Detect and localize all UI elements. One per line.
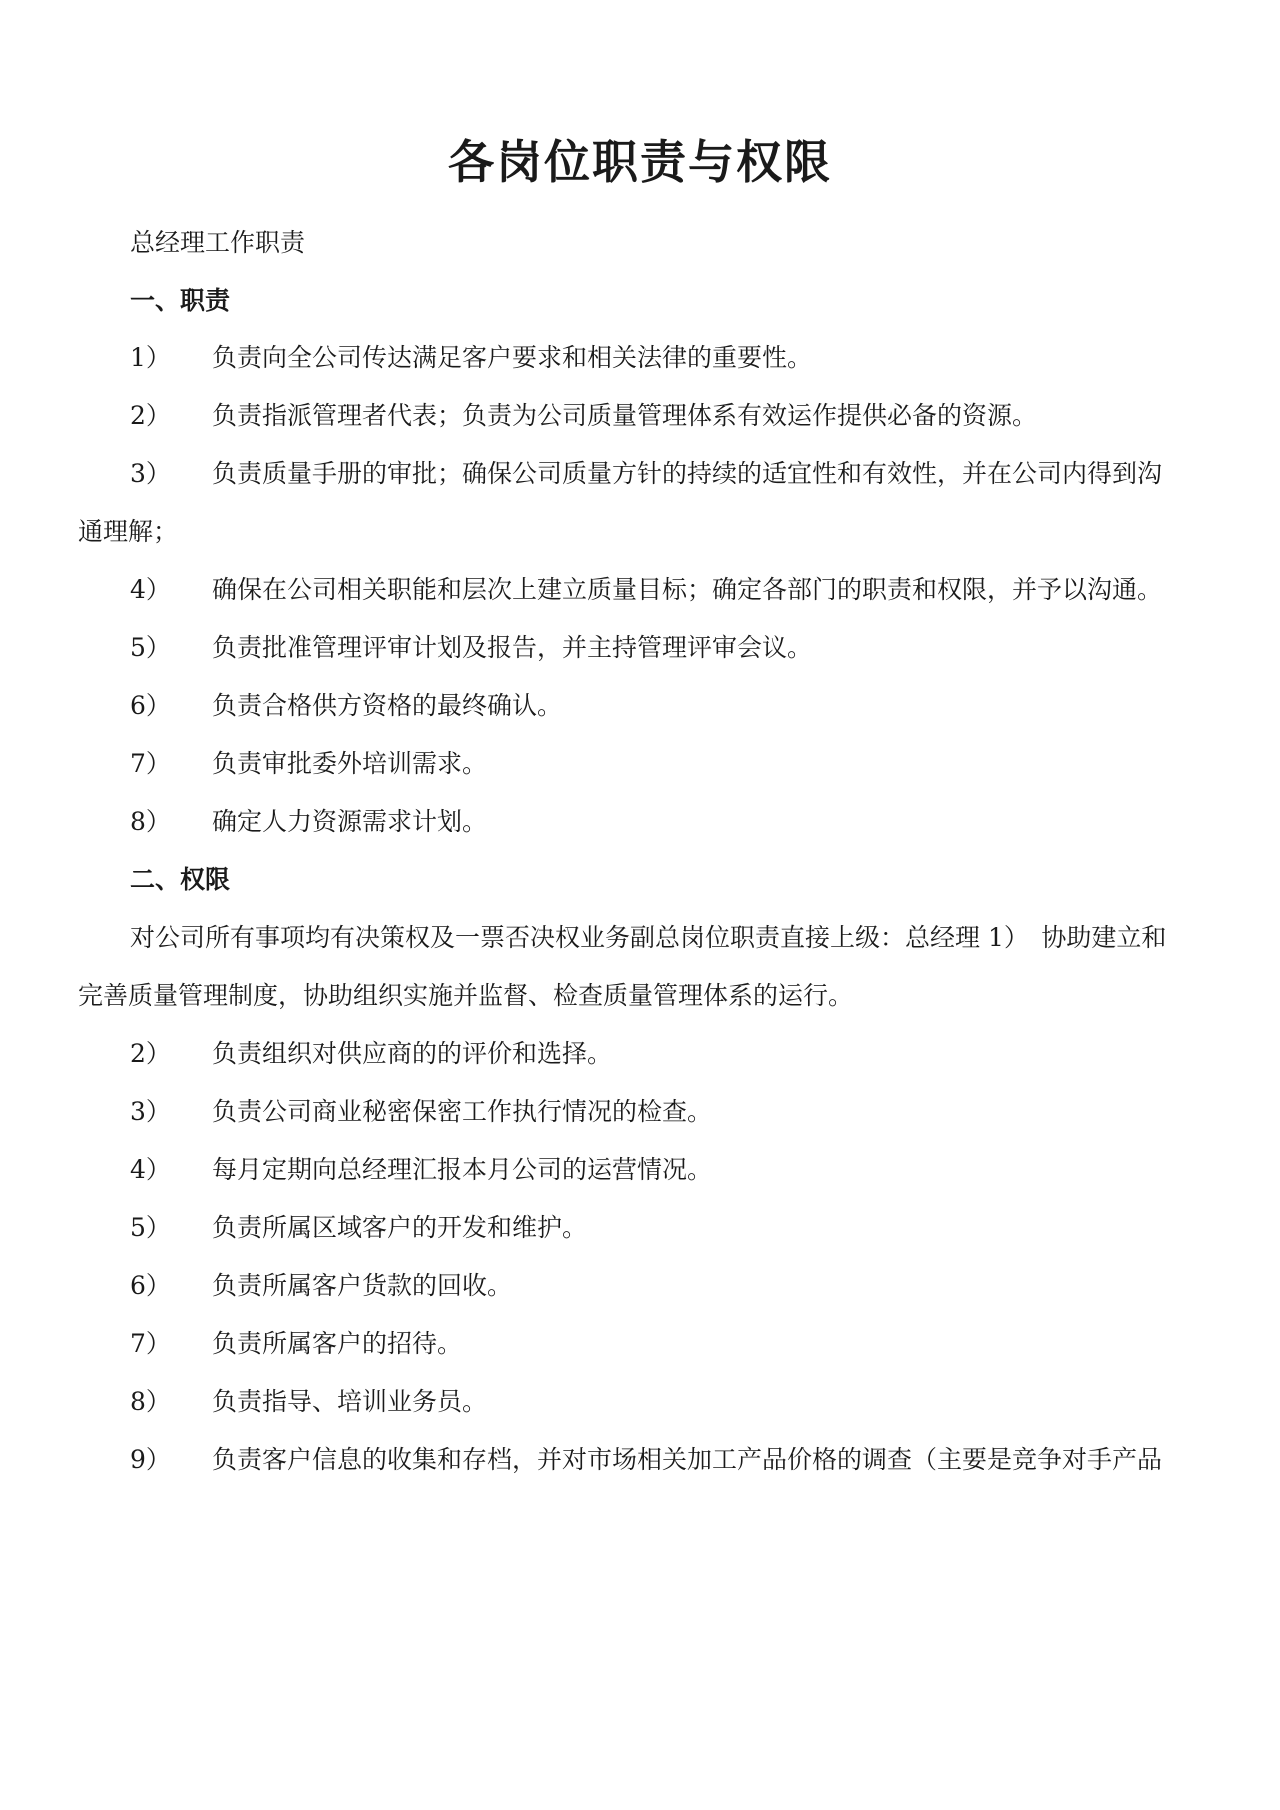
section2-paragraph-line1: 对公司所有事项均有决策权及一票否决权业务副总岗位职责直接上级：总经理 1） 协助建立和 bbox=[130, 923, 1167, 952]
item-text: 负责客户信息的收集和存档，并对市场相关加工产品价格的调查（主要是竞争对手产品 bbox=[212, 1445, 1163, 1474]
item-text: 负责指派管理者代表；负责为公司质量管理体系有效运作提供必备的资源。 bbox=[212, 401, 1038, 430]
item-number: 8） bbox=[130, 1387, 171, 1416]
duty-item-6 bbox=[130, 689, 1254, 723]
item-text: 确保在公司相关职能和层次上建立质量目标；确定各部门的职责和权限，并予以沟通。 bbox=[212, 575, 1163, 604]
item-number: 5） bbox=[130, 1213, 171, 1242]
document-title: 各岗位职责与权限 bbox=[448, 135, 832, 189]
item-text: 确定人力资源需求计划。 bbox=[212, 807, 488, 836]
item-text: 负责所属区域客户的开发和维护。 bbox=[212, 1213, 588, 1242]
item-number: 4） bbox=[130, 575, 171, 604]
duty-item-3-continuation: 通理解； bbox=[78, 517, 179, 546]
authority-item-7 bbox=[130, 1327, 1254, 1361]
duty-item-1 bbox=[130, 341, 1254, 375]
authority-item-6 bbox=[130, 1269, 1254, 1303]
duty-item-5 bbox=[130, 631, 1254, 665]
item-text: 负责所属客户的招待。 bbox=[212, 1329, 463, 1358]
item-number: 6） bbox=[130, 1271, 171, 1300]
authority-item-9 bbox=[130, 1443, 1254, 1477]
duty-item-2 bbox=[130, 399, 1254, 433]
item-number: 7） bbox=[130, 1329, 171, 1358]
item-text: 负责合格供方资格的最终确认。 bbox=[212, 691, 563, 720]
authority-item-8 bbox=[130, 1385, 1254, 1419]
duty-item-7 bbox=[130, 747, 1254, 781]
item-number: 7） bbox=[130, 749, 171, 778]
item-text: 负责质量手册的审批；确保公司质量方针的持续的适宜性和有效性，并在公司内得到沟 bbox=[212, 459, 1163, 488]
item-number: 3） bbox=[130, 459, 171, 488]
item-number: 2） bbox=[130, 401, 171, 430]
item-number: 4） bbox=[130, 1155, 171, 1184]
item-number: 6） bbox=[130, 691, 171, 720]
duty-item-3 bbox=[130, 457, 1254, 491]
authority-item-3 bbox=[130, 1095, 1254, 1129]
item-text: 负责指导、培训业务员。 bbox=[212, 1387, 488, 1416]
item-text: 负责向全公司传达满足客户要求和相关法律的重要性。 bbox=[212, 343, 813, 372]
section2-heading: 二、权限 bbox=[130, 865, 231, 894]
authority-item-2 bbox=[130, 1037, 1254, 1071]
item-text: 负责批准管理评审计划及报告，并主持管理评审会议。 bbox=[212, 633, 813, 662]
item-text: 每月定期向总经理汇报本月公司的运营情况。 bbox=[212, 1155, 713, 1184]
authority-item-4 bbox=[130, 1153, 1254, 1187]
item-number: 2） bbox=[130, 1039, 171, 1068]
item-text: 负责审批委外培训需求。 bbox=[212, 749, 488, 778]
authority-item-5 bbox=[130, 1211, 1254, 1245]
item-text: 负责组织对供应商的的评价和选择。 bbox=[212, 1039, 613, 1068]
duty-item-8 bbox=[130, 805, 1254, 839]
item-number: 9） bbox=[130, 1445, 171, 1474]
item-number: 8） bbox=[130, 807, 171, 836]
item-number: 3） bbox=[130, 1097, 171, 1126]
duty-item-4 bbox=[130, 573, 1254, 607]
section2-paragraph-line2: 完善质量管理制度，协助组织实施并监督、检查质量管理体系的运行。 bbox=[78, 981, 854, 1010]
item-number: 5） bbox=[130, 633, 171, 662]
item-number: 1） bbox=[130, 343, 171, 372]
subtitle: 总经理工作职责 bbox=[130, 228, 306, 257]
item-text: 负责公司商业秘密保密工作执行情况的检查。 bbox=[212, 1097, 713, 1126]
item-text: 负责所属客户货款的回收。 bbox=[212, 1271, 513, 1300]
section1-heading: 一、职责 bbox=[130, 286, 231, 315]
